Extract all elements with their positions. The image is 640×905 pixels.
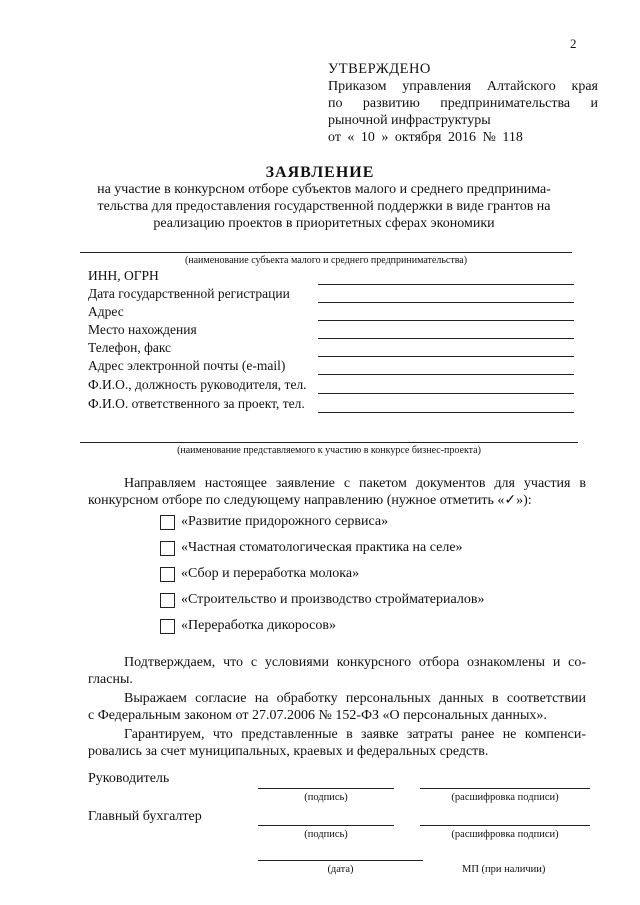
option-label-milk-processing: «Сбор и переработка молока»: [181, 566, 360, 581]
field-line-reg-date[interactable]: [318, 302, 574, 303]
statements-block: [88, 654, 586, 760]
checkbox-roadside-service[interactable]: [160, 515, 175, 530]
checkbox-wild-plants[interactable]: [160, 619, 175, 634]
direction-line-1: Направляем настоящее заявление с пакетом документов для участия в: [124, 476, 586, 491]
field-label-location: Место нахождения: [88, 322, 197, 337]
approval-line-1: Приказом управления Алтайского края: [328, 79, 598, 94]
field-label-address: Адрес: [88, 304, 124, 319]
head-decoding-caption: (расшифровка подписи): [451, 792, 559, 803]
date-line[interactable]: [258, 860, 423, 861]
confirm-line-1: Подтверждаем, что с условиями конкурсного отбора ознакомлены и со-: [124, 655, 586, 670]
option-label-wild-plants: «Переработка дикоросов»: [181, 618, 336, 633]
entity-name-caption: (наименование субъекта малого и среднего предпринимательства): [184, 255, 468, 266]
field-line-email[interactable]: [318, 374, 574, 375]
field-label-head: Ф.И.О., должность руководителя, тел.: [88, 377, 307, 392]
checkbox-construction[interactable]: [160, 593, 175, 608]
page-number: 2: [570, 36, 577, 51]
accountant-signature-label: Главный бухгалтер: [88, 809, 202, 824]
subtitle-line-3: реализацию проектов в приоритетных сферах экономики: [153, 216, 495, 231]
field-line-location[interactable]: [318, 338, 574, 339]
head-signature-line[interactable]: [258, 788, 394, 789]
field-line-responsible[interactable]: [318, 412, 574, 413]
accountant-signature-line[interactable]: [258, 825, 394, 826]
document-title: ЗАЯВЛЕНИЕ: [265, 164, 375, 181]
head-signature-caption: (подпись): [304, 792, 348, 803]
direction-paragraph: [88, 475, 586, 509]
project-name-line[interactable]: [80, 442, 578, 443]
accountant-signature-caption: (подпись): [304, 829, 348, 840]
field-line-inn[interactable]: [318, 284, 574, 285]
accountant-decoding-caption: (расшифровка подписи): [451, 829, 559, 840]
approval-line-3: рыночной инфраструктуры: [328, 113, 491, 128]
field-label-responsible: Ф.И.О. ответственного за проект, тел.: [88, 396, 305, 411]
checkbox-dental-practice[interactable]: [160, 541, 175, 556]
field-label-reg-date: Дата государственной регистрации: [88, 286, 290, 301]
accountant-decoding-line[interactable]: [420, 825, 590, 826]
guarantee-line-1: Гарантируем, что представленные в заявке затраты ранее не компенси-: [124, 727, 586, 742]
stamp-caption: МП (при наличии): [462, 864, 546, 875]
consent-line-2: с Федеральным законом от 27.07.2006 № 152-ФЗ «О персональных данных».: [88, 708, 547, 723]
head-signature-label: Руководитель: [88, 771, 170, 786]
field-label-email: Адрес электронной почты (e-mail): [88, 358, 286, 373]
direction-line-2: конкурсном отборе по следующему направлению (нужное отметить «✓»):: [88, 493, 532, 508]
field-line-phone[interactable]: [318, 356, 574, 357]
approval-block: [328, 61, 598, 146]
approval-line-4: от « 10 » октября 2016 № 118: [328, 130, 523, 145]
date-caption: (дата): [327, 864, 354, 875]
guarantee-line-2: ровались за счет муниципальных, краевых и федеральных средств.: [88, 744, 489, 759]
confirm-line-2: гласны.: [88, 672, 133, 687]
project-name-caption: (наименование представляемого к участию в конкурсе бизнес-проекта): [177, 445, 481, 456]
option-label-roadside-service: «Развитие придорожного сервиса»: [181, 514, 389, 529]
entity-name-line[interactable]: [80, 252, 572, 253]
approval-title: УТВЕРЖДЕНО: [328, 61, 431, 77]
approval-line-2: по развитию предпринимательства и: [328, 96, 598, 111]
field-label-phone: Телефон, факс: [88, 340, 172, 355]
head-decoding-line[interactable]: [420, 788, 590, 789]
subtitle-line-2: тельства для предоставления государственной поддержки в виде грантов на: [97, 199, 551, 214]
field-line-head[interactable]: [318, 393, 574, 394]
document-subtitle: [84, 181, 564, 232]
field-line-address[interactable]: [318, 320, 574, 321]
subtitle-line-1: на участие в конкурсном отборе субъектов малого и среднего предпринима-: [97, 182, 551, 197]
checkbox-milk-processing[interactable]: [160, 567, 175, 582]
field-label-inn: ИНН, ОГРН: [88, 268, 159, 283]
consent-line-1: Выражаем согласие на обработку персональных данных в соответствии: [124, 691, 586, 706]
option-label-dental-practice: «Частная стоматологическая практика на селе»: [181, 540, 463, 555]
option-label-construction: «Строительство и производство стройматериалов»: [181, 592, 485, 607]
